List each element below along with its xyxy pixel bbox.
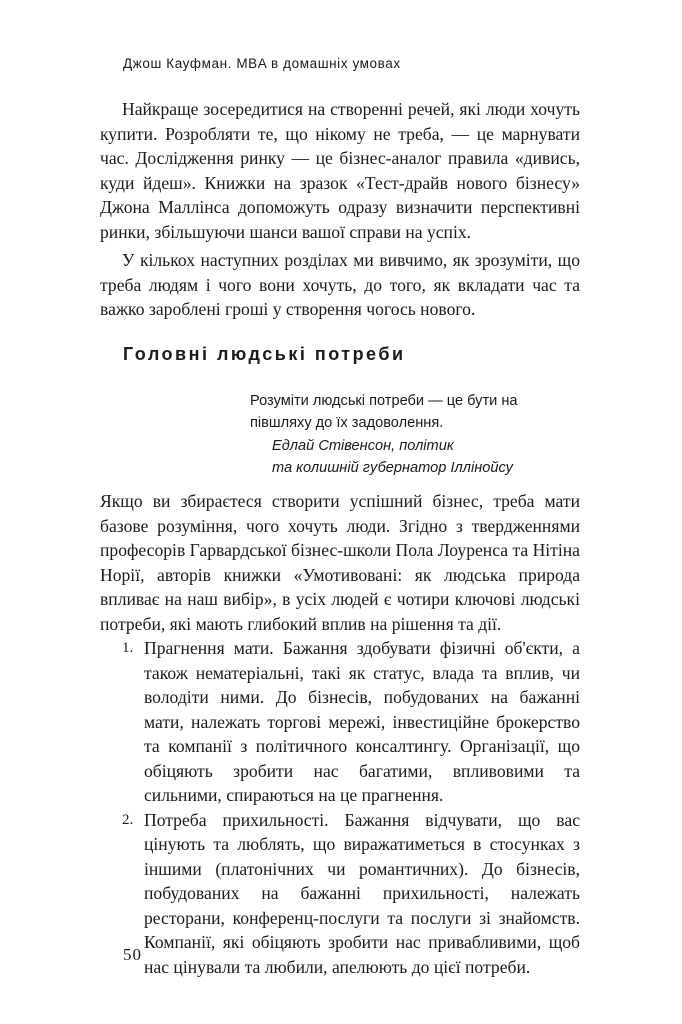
epigraph-attribution xyxy=(272,435,572,479)
page-number: 50 xyxy=(123,945,142,964)
paragraph: У кількох наступних розділах ми вивчимо, як зрозуміти, що треба людям і чого вони хочуть, до того, як вкладати час та важко зароблені гроші у створення чогось нового. xyxy=(100,250,580,319)
paragraph: Найкраще зосередитися на створенні речей, які люди хочуть купити. Розробляти те, що нікому не треба, — це марнувати час. Дослідження ринку — це бізнес-аналог правила «дивись, куди йдеш». Книжки на зразок «Тест-драйв нового бізнесу» Джона Маллінса допоможуть одразу визначити перспективні ринки, збільшуючи шанси вашої справи на успіх. xyxy=(100,99,580,242)
intro-section xyxy=(100,97,580,322)
list-item-number: 2. xyxy=(122,811,134,828)
list-item-number: 1. xyxy=(122,640,134,656)
list-item xyxy=(100,808,580,980)
section-heading: Головні людські потреби xyxy=(123,344,406,364)
list-item-text: Прагнення мати. Бажання здобувати фізичні об'єкти, а також нематеріальні, такі як статус, влада та вплив, чи володіти ними. До бізнесів, побудованих на бажанні мати, належать торгові мережі, інвестиційне брокерство та компанії з політичного консалтингу. Організації, що обіцяють зробити нас багатими, впливовими та сильними, спираються на це прагнення. xyxy=(144,638,580,805)
needs-list xyxy=(100,636,580,979)
epigraph-author-role: та колишній губернатор Іллінойсу xyxy=(272,460,513,476)
running-header: Джош Кауфман. MBA в домашніх умовах xyxy=(123,56,401,71)
list-item-text: Потреба прихильності. Бажання відчувати, що вас цінують та люблять, що виражатиметься в стосунках з іншими (платонічних чи романтичних). До бізнесів, побудованих на бажанні прихильності, належать ресторани, конференц-послуги та послуги зі знайомств. Компанії, які обіцяють зробити нас привабливими, щоб нас цінували та любили, апелюють до цієї потреби. xyxy=(144,809,580,977)
epigraph-quote: Розуміти людські потреби — це бути на півшляху до їх задоволення. xyxy=(250,393,518,431)
body-section xyxy=(100,489,580,979)
list-item xyxy=(100,636,580,808)
epigraph-author: Едлай Стівенсон, політик xyxy=(272,438,454,454)
paragraph: Якщо ви збираєтеся створити успішний бізнес, треба мати базове розуміння, чого хочуть люди. Згідно з твердженнями професорів Гарвардської бізнес-школи Пола Лоуренса та Нітіна Норії, авторів книжки «Умотивовані: як людська природа впливає на наш вибір», в усіх людей є чотири ключові людські потреби, які мають глибокий вплив на рішення та дії. xyxy=(100,491,580,634)
